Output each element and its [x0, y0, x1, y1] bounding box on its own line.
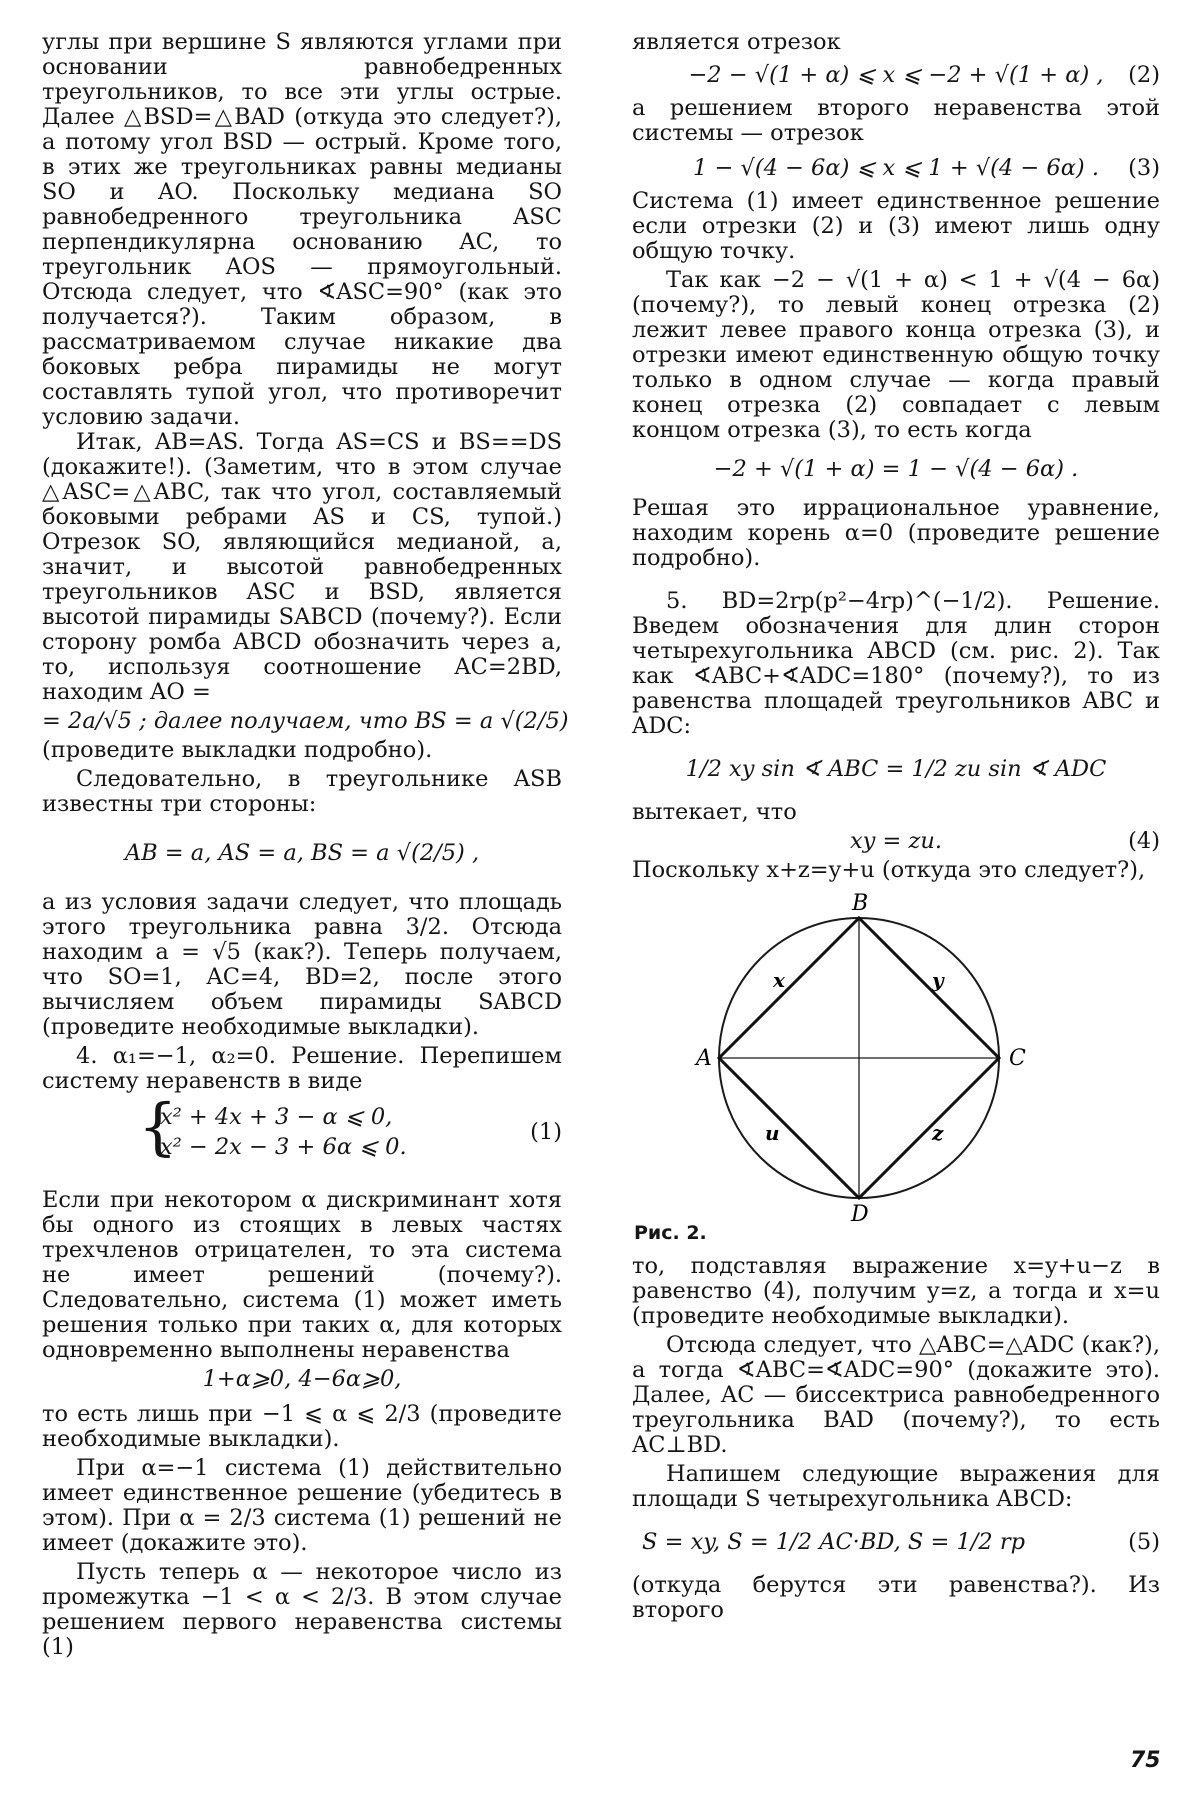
paragraph: а из условия задачи следует, что площадь этого треугольника равна 3/2. Отсюда находим a = √5 (как?). Теперь получаем, что SO=1, AC=4, BD=2, после этого вычисляем объем пирамиды SABCD (проведите необходимые выкладки). — [42, 889, 562, 1040]
equation-number: (3) — [1128, 155, 1160, 181]
side-label-u: u — [765, 1121, 780, 1145]
formula-row — [632, 829, 1160, 854]
paragraph: (откуда берутся эти равенства?). Из второго — [632, 1572, 1160, 1623]
inequality-1: x² + 4x + 3 − α ⩽ 0, — [160, 1104, 393, 1130]
paragraph: При α=−1 система (1) действительно имеет единственное решение (убедитесь в этом). При α = 2/3 система (1) решений не имеет (докажите это). — [42, 1455, 562, 1556]
paragraph: то есть лишь при −1 ⩽ α ⩽ 2/3 (проведите необходимые выкладки). — [42, 1401, 562, 1452]
page-number: 75 — [1130, 1748, 1161, 1773]
paragraph: углы при вершине S являются углами при основании равнобедренных треугольников, то все эти углы острые. Далее △BSD=△BAD (откуда это следует?), а потому угол BSD — острый. Кроме того, в этих же треугольниках равны медианы SO и AO. Поскольку медиана SO равнобедренного треугольника ASC перпендикулярна основанию AC, то треугольник AOS — прямоугольный. Отсюда следует, что ∢ASC=90° (как это получается?). Таким образом, в рассматриваемом случае никакие два боковых ребра пирамиды не могут составлять тупой угол, что противоречит условию задачи. — [42, 29, 562, 430]
formula: 1 − √(4 − 6α) ⩽ x ⩽ 1 + √(4 − 6α) . — [693, 155, 1099, 181]
paragraph: является отрезок — [632, 29, 841, 55]
vertex-label-a: A — [696, 1046, 712, 1071]
paragraph: Так как −2 − √(1 + α) < 1 + √(4 − 6α) (почему?), то левый конец отрезка (2) лежит левее правого конца отрезка (3), и отрезки имеют единственную общую точку только в одном случае — когда правый конец отрезка (2) совпадает с левым концом отрезка (3), то есть когда — [632, 267, 1160, 443]
paragraph: Если при некотором α дискриминант хотя бы одного из стоящих в левых частях трехчленов отрицателен, то эта система не имеет решений (почему?). Следовательно, система (1) может иметь решения только при таких α, для которых одновременно выполнены неравенства — [42, 1187, 562, 1363]
paragraph: (проведите выкладки подробно). — [42, 737, 433, 763]
brace: { — [138, 1090, 178, 1163]
vertex-label-c: C — [1009, 1046, 1026, 1071]
equation-number: (4) — [1128, 828, 1160, 854]
equation-number: (2) — [1128, 62, 1160, 88]
paragraph: 4. α₁=−1, α₂=0. Решение. Перепишем систему неравенств в виде — [42, 1043, 562, 1094]
paragraph: Напишем следующие выражения для площади S четырехугольника ABCD: — [632, 1461, 1160, 1512]
formula: AB = a, AS = a, BS = a √(2/5) , — [124, 840, 480, 866]
right-column — [632, 30, 1160, 1623]
formula: 1/2 xy sin ∢ ABC = 1/2 zu sin ∢ ADC — [685, 756, 1107, 782]
paragraph: Поскольку x+z=y+u (откуда это следует?), — [632, 857, 1146, 883]
vertex-label-b: B — [852, 891, 869, 916]
formula: = 2a/√5 ; далее получаем, что BS = a √(2/5) — [42, 708, 569, 734]
side-label-y: y — [932, 968, 944, 992]
figure-2 — [632, 891, 1160, 1246]
formula: S = xy, S = 1/2 AC·BD, S = 1/2 rp — [642, 1529, 1026, 1555]
side-label-z: z — [932, 1121, 944, 1145]
figure-diagram — [632, 891, 1160, 1246]
formula-row — [632, 1530, 1160, 1555]
paragraph: Следовательно, в треугольнике ASB известны три стороны: — [42, 766, 562, 817]
paragraph: а решением второго неравенства этой системы — отрезок — [632, 95, 1160, 146]
figure-caption: Рис. 2. — [634, 1222, 707, 1244]
paragraph: Система (1) имеет единственное решение если отрезки (2) и (3) имеют лишь одну общую точку. — [632, 188, 1160, 264]
paragraph: то, подставляя выражение x=y+u−z в равенство (4), получим y=z, а тогда и x=u (проведите необходимые выкладки). — [632, 1253, 1160, 1329]
formula: xy = zu. — [849, 828, 943, 854]
formula: −2 + √(1 + α) = 1 − √(4 − 6α) . — [713, 456, 1079, 482]
paragraph: Итак, AB=AS. Тогда AS=CS и BS==DS (докажите!). (Заметим, что в этом случае △ASC=△ABC, так что угол, составляемый боковыми ребрами AS и CS, тупой.) Отрезок SO, являющийся медианой, а, значит, и высотой равнобедренных треугольников ASC и BSD, является высотой пирамиды SABCD (почему?). Если сторону ромба ABCD обозначить через a, то, используя соотношение AC=2BD, находим AO = — [42, 429, 562, 705]
formula-row — [632, 156, 1160, 181]
inequality-2: x² − 2x − 3 + 6α ⩽ 0. — [160, 1134, 407, 1160]
equation-number: (1) — [530, 1119, 562, 1145]
formula-row — [632, 63, 1160, 88]
side-label-x: x — [773, 968, 785, 992]
paragraph: Отсюда следует, что △ABC=△ADC (как?), а тогда ∢ABC=∢ADC=90° (докажите это). Далее, AC — биссектриса равнобедренного треугольника BAD (почему?), то есть AC⊥BD. — [632, 1332, 1160, 1458]
inequality-system — [138, 1090, 562, 1164]
paragraph: 5. BD=2rp(p²−4rp)^(−1/2). Решение. Введем обозначения для длин сторон четырехугольника ABCD (см. рис. 2). Так как ∢ABC+∢ADC=180° (почему?), то из равенства площадей треугольников ABC и ADC: — [632, 588, 1160, 739]
paragraph: вытекает, что — [632, 799, 797, 825]
formula: −2 − √(1 + α) ⩽ x ⩽ −2 + √(1 + α) , — [688, 62, 1104, 88]
formula: 1+α⩾0, 4−6α⩾0, — [202, 1366, 402, 1392]
left-column — [42, 29, 569, 1660]
paragraph: Решая это иррациональное уравнение, находим корень α=0 (проведите решение подробно). — [632, 495, 1160, 571]
paragraph: Пусть теперь α — некоторое число из промежутка −1 < α < 2/3. В этом случае решением первого неравенства системы (1) — [42, 1559, 562, 1660]
equation-number: (5) — [1128, 1529, 1160, 1555]
vertex-label-d: D — [851, 1202, 869, 1227]
